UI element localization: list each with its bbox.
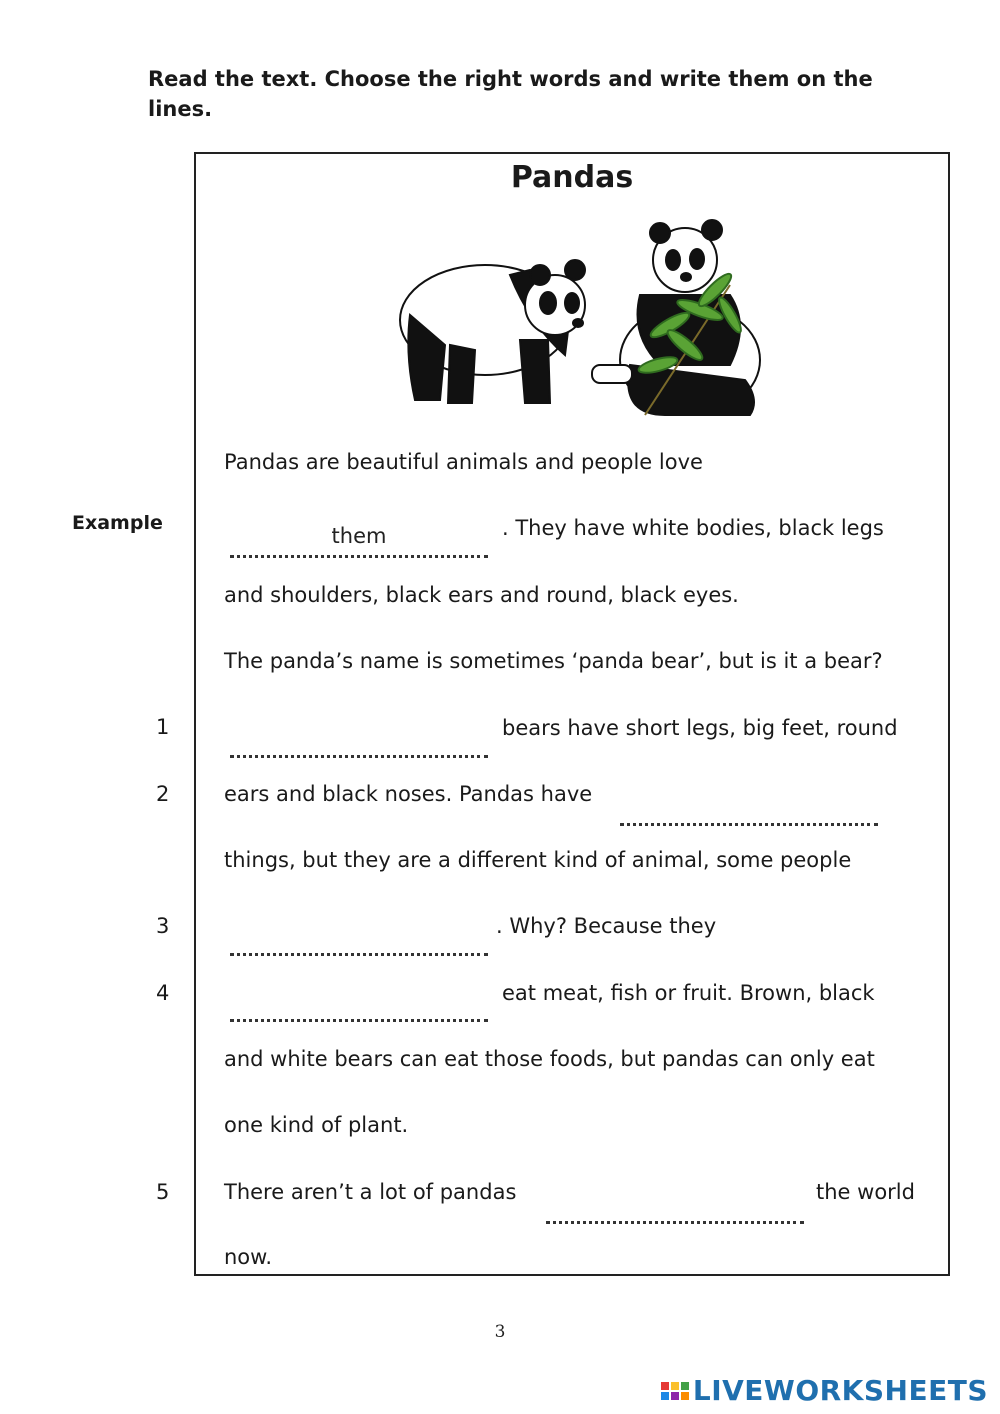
passage-line: ears and black noses. Pandas have bbox=[224, 782, 593, 806]
passage-line: things, but they are a different kind of animal, some people bbox=[224, 848, 852, 872]
passage-line: There aren’t a lot of pandas bbox=[224, 1180, 517, 1204]
brand-name: LIVEWORKSHEETS bbox=[692, 1374, 988, 1407]
passage-line: the world bbox=[816, 1180, 915, 1204]
passage-line: bears have short legs, big feet, round bbox=[502, 716, 898, 740]
liveworksheets-logo-icon bbox=[661, 1382, 689, 1400]
question-number: 4 bbox=[156, 981, 170, 1005]
question-number: 2 bbox=[156, 782, 170, 806]
question-number: 1 bbox=[156, 715, 170, 739]
answer-field-1[interactable] bbox=[230, 718, 488, 758]
answer-field-4[interactable] bbox=[230, 982, 488, 1022]
standing-panda bbox=[400, 260, 585, 403]
passage-line: . They have white bodies, black legs bbox=[502, 516, 884, 540]
question-number: 5 bbox=[156, 1180, 170, 1204]
question-number: 3 bbox=[156, 914, 170, 938]
answer-field-3[interactable] bbox=[230, 916, 488, 956]
passage-line: The panda’s name is sometimes ‘panda bear’, but is it a bear? bbox=[224, 649, 883, 673]
passage-title: Pandas bbox=[510, 160, 634, 195]
passage-line: and shoulders, black ears and round, black eyes. bbox=[224, 583, 739, 607]
answer-field-2[interactable] bbox=[620, 786, 878, 826]
example-answer-field[interactable] bbox=[230, 518, 488, 558]
passage-line: eat meat, fish or fruit. Brown, black bbox=[502, 981, 875, 1005]
passage-line: one kind of plant. bbox=[224, 1113, 409, 1137]
passage-line: . Why? Because they bbox=[496, 914, 717, 938]
liveworksheets-brand[interactable] bbox=[661, 1374, 988, 1407]
passage-line: Pandas are beautiful animals and people love bbox=[224, 450, 703, 474]
example-label: Example bbox=[72, 512, 163, 534]
passage-line: and white bears can eat those foods, but pandas can only eat bbox=[224, 1047, 875, 1071]
page-number: 3 bbox=[494, 1322, 506, 1342]
pandas-illustration bbox=[390, 215, 770, 425]
passage-line: now. bbox=[224, 1245, 273, 1269]
answer-field-5[interactable] bbox=[546, 1184, 804, 1224]
instructions: Read the text. Choose the right words and write them on the lines. bbox=[148, 67, 873, 121]
